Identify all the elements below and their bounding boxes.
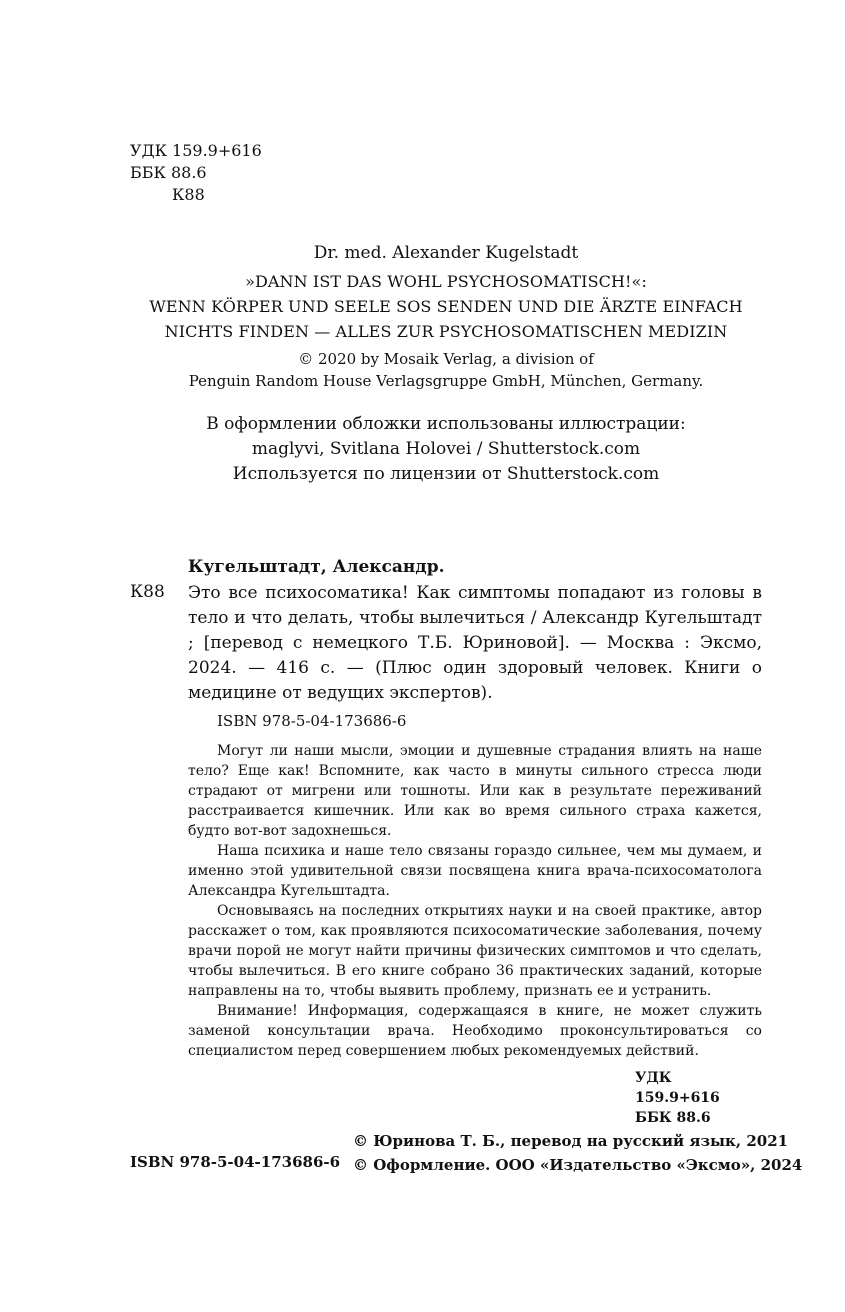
bbk-code: ББК 88.6 <box>130 163 207 182</box>
annotation <box>188 741 762 1061</box>
rights-line: Penguin Random House Verlagsgruppe GmbH, München, Germany. <box>188 372 704 390</box>
annotation-classification <box>635 1068 755 1128</box>
cover-credits <box>130 412 762 487</box>
copyright-design: © Оформление. ООО «Издательство «Эксмо», 2024 <box>353 1156 803 1174</box>
original-rights <box>130 348 762 392</box>
original-author: Dr. med. Alexander Kugelstadt <box>313 243 579 263</box>
annotation-paragraph: Наша психика и наше тело связаны гораздо сильнее, чем мы думаем, и именно этой удивительной связи посвящена книга врача-психосоматолога Александра Кугельштадта. <box>188 843 762 899</box>
original-title-line: NICHTS FINDEN — ALLES ZUR PSYCHOSOMATISCHEN MEDIZIN <box>164 322 728 341</box>
footer-isbn: ISBN 978-5-04-173686-6 <box>130 1153 341 1171</box>
catalog-code: К88 <box>130 582 165 602</box>
rights-line: © 2020 by Mosaik Verlag, a division of <box>298 350 594 368</box>
annotation-paragraph: Внимание! Информация, содержащаяся в книге, не может служить заменой консультации врача. Необходимо проконсультироваться со специалистом перед совершением любых рекомендуемых действий. <box>188 1003 762 1059</box>
annotation-bbk: ББК 88.6 <box>635 1110 711 1126</box>
cover-credit-line: maglyvi, Svitlana Holovei / Shutterstock.com <box>251 439 641 459</box>
catalog-author-heading: Кугельштадт, Александр. <box>188 557 445 577</box>
annotation-paragraph: Основываясь на последних открытиях науки и на своей практике, автор расскажет о том, как проявляются психосоматические заболевания, почему врачи порой не могут найти причины физических симптомов и что сделать, чтобы вылечиться. В его книге собрано 36 практических заданий, которые направлены на то, чтобы выявить проблему, признать ее и устранить. <box>188 903 762 999</box>
original-title-line: »DANN IST DAS WOHL PSYCHOSOMATISCH!«: <box>245 272 647 291</box>
author-mark: К88 <box>172 185 205 204</box>
cover-credit-line: В оформлении обложки использованы иллюстрации: <box>206 414 686 434</box>
annotation-paragraph: Могут ли наши мысли, эмоции и душевные страдания влиять на наше тело? Еще как! Вспомните, как часто в минуты сильного стресса люди страдают от мигрени или тошноты. Или как в результате переживаний расстраивается кишечник. Или как во время сильного страха кажется, будто вот-вот задохнешься. <box>188 743 762 839</box>
original-title-line: WENN KÖRPER UND SEELE SOS SENDEN UND DIE ÄRZTE EINFACH <box>149 297 743 316</box>
classification-block <box>130 140 262 206</box>
annotation-udk: УДК 159.9+616 <box>635 1070 720 1106</box>
catalog-isbn: ISBN 978-5-04-173686-6 <box>217 712 407 730</box>
catalog-description: Это все психосоматика! Как симптомы попадают из головы в тело и что делать, чтобы вылечиться / Александр Кугельштадт ; [перевод с немецкого Т.Б. Юриновой]. — Москва : Эксмо, 2024. — 416 с. — (Плюс один здоровый человек. Книги о медицине от ведущих экспертов). <box>188 583 762 703</box>
udk-code: УДК 159.9+616 <box>130 141 262 160</box>
cover-credit-line: Используется по лицензии от Shutterstock.com <box>232 464 660 484</box>
copyright-translation: © Юринова Т. Б., перевод на русский язык, 2021 <box>353 1132 789 1150</box>
copyright-block <box>353 1129 802 1177</box>
original-title <box>130 269 762 344</box>
